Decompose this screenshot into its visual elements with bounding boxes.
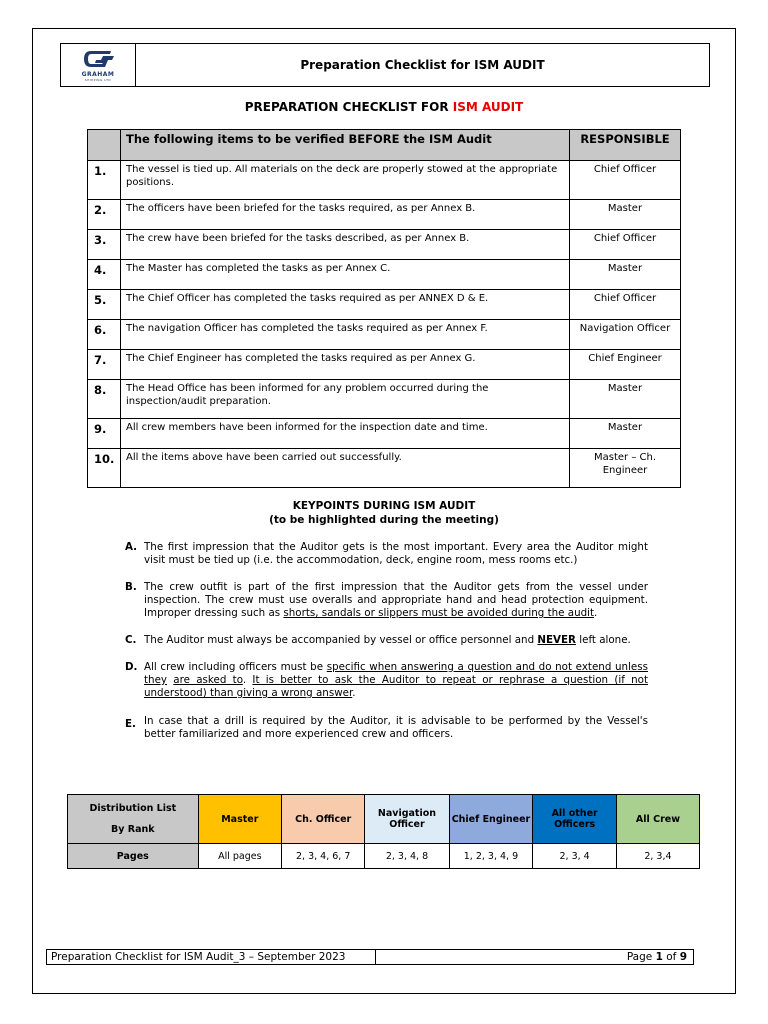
row-responsible: Chief Officer	[570, 230, 681, 260]
distribution-pages-cell: 2, 3, 4	[533, 844, 617, 869]
row-number: 2.	[88, 200, 121, 230]
distribution-label-cell	[68, 795, 199, 844]
row-responsible: Chief Officer	[570, 161, 681, 200]
keypoints-title: KEYPOINTS DURING ISM AUDIT	[292, 500, 476, 512]
row-number: 10.	[88, 449, 121, 488]
keypoint-text-part: The crew outfit is part of the first impression that the Auditor gets from the vessel under inspection. The crew must use overalls and appropriate hand and head protection equipment. Improper dressing such as	[144, 581, 648, 619]
distribution-rank-cell: All Crew	[616, 795, 699, 844]
keypoints-subtitle: (to be highlighted during the meeting)	[269, 514, 499, 526]
distribution-rank-cell: Chief Engineer	[449, 795, 533, 844]
keypoint-text	[144, 661, 648, 700]
title-prefix: PREPARATION CHECKLIST FOR	[244, 100, 453, 114]
row-item-text: The navigation Officer has completed the tasks required as per Annex F.	[121, 320, 570, 350]
keypoint-text-part: .	[242, 674, 253, 686]
keypoint-text: In case that a drill is required by the Auditor, it is advisable to be performed by the Vessel's better familiarized and more experienced crew and officers.	[144, 715, 648, 740]
keypoint-b	[125, 581, 648, 620]
page-title	[0, 100, 768, 114]
distribution-pages-cell: 2, 3, 4, 8	[365, 844, 449, 869]
row-number: 5.	[88, 290, 121, 320]
checklist-row	[88, 230, 681, 260]
keypoint-emphasis-text: NEVER	[537, 634, 576, 646]
checklist-row	[88, 290, 681, 320]
header-num-cell	[88, 130, 121, 161]
distribution-rank-cell: Ch. Officer	[282, 795, 365, 844]
row-responsible: Master	[570, 200, 681, 230]
keypoint-text-part: .	[352, 687, 356, 699]
checklist-row	[88, 200, 681, 230]
checklist-row	[88, 449, 681, 488]
keypoint-text-part: left alone.	[575, 634, 631, 646]
distribution-label: Distribution List	[89, 803, 177, 814]
page-current: 1	[655, 951, 663, 963]
row-number: 7.	[88, 350, 121, 380]
distribution-pages-cell: All pages	[198, 844, 281, 869]
keypoint-text-part: All crew including officers must be	[144, 661, 327, 673]
distribution-rank-cell: Navigation Officer	[365, 795, 449, 844]
header-items-cell: The following items to be verified BEFORE the ISM Audit	[121, 130, 570, 161]
checklist-row	[88, 419, 681, 449]
row-number: 9.	[88, 419, 121, 449]
distribution-pages-cell: 2, 3, 4, 6, 7	[282, 844, 365, 869]
page-of: of	[662, 951, 680, 963]
row-item-text: The vessel is tied up. All materials on the deck are properly stowed at the appropriate positions.	[121, 161, 570, 200]
keypoint-text: The first impression that the Auditor gets is the most important. Every area the Auditor might visit must be tied up (i.e. the accommodation, deck, engine room, mess rooms etc.)	[144, 541, 648, 566]
logo-subtext: SHIPPING LTD	[84, 78, 112, 82]
row-item-text: The Master has completed the tasks as per Annex C.	[121, 260, 570, 290]
row-responsible: Master	[570, 260, 681, 290]
keypoint-underlined-text: It is better to ask the Auditor to repeat or rephrase a question (if not understood) than giving a wrong answer	[144, 674, 649, 699]
keypoint-c	[125, 634, 648, 647]
logo-text: GRAHAM	[81, 71, 115, 78]
keypoint-text-part: .	[594, 607, 598, 619]
page-total: 9	[679, 951, 687, 963]
distribution-pages-row	[68, 844, 700, 869]
keypoints-list	[125, 541, 648, 741]
row-item-text: All crew members have been informed for the inspection date and time.	[121, 419, 570, 449]
keypoint-letter: C.	[125, 634, 137, 646]
pages-label-cell: Pages	[68, 844, 199, 869]
row-responsible: Chief Engineer	[570, 350, 681, 380]
keypoint-letter: B.	[125, 581, 137, 593]
row-item-text: The crew have been briefed for the tasks described, as per Annex B.	[121, 230, 570, 260]
distribution-rank-row	[68, 795, 700, 844]
keypoint-d	[125, 661, 648, 700]
distribution-rank-cell: Master	[198, 795, 281, 844]
row-item-text: All the items above have been carried out successfully.	[121, 449, 570, 488]
row-responsible: Master – Ch. Engineer	[570, 449, 681, 488]
distribution-label-sub: By Rank	[111, 824, 155, 835]
header-title: Preparation Checklist for ISM AUDIT	[300, 58, 545, 72]
keypoint-underlined-text: shorts, sandals or slippers must be avoided during the audit	[283, 607, 595, 619]
keypoint-e	[125, 715, 648, 741]
keypoint-letter: A.	[125, 541, 138, 553]
distribution-pages-cell: 2, 3,4	[616, 844, 699, 869]
row-item-text: The officers have been briefed for the tasks required, as per Annex B.	[121, 200, 570, 230]
footer-page-number	[376, 950, 693, 964]
keypoint-text-part: The Auditor must always be accompanied by vessel or office personnel and	[144, 634, 538, 646]
row-number: 8.	[88, 380, 121, 419]
keypoint-a	[125, 541, 648, 567]
row-number: 3.	[88, 230, 121, 260]
row-item-text: The Chief Engineer has completed the tasks required as per Annex G.	[121, 350, 570, 380]
keypoint-underlined-text: specific when answering a question and do not extend unless they	[144, 661, 648, 686]
company-logo	[61, 44, 136, 86]
document-footer	[46, 949, 694, 965]
header-responsible-cell: RESPONSIBLE	[570, 130, 681, 161]
checklist-row	[88, 320, 681, 350]
footer-document-ref: Preparation Checklist for ISM Audit_3 – September 2023	[47, 950, 376, 964]
checklist-row	[88, 380, 681, 419]
title-highlight: ISM AUDIT	[452, 100, 524, 114]
row-responsible: Master	[570, 380, 681, 419]
checklist-body	[88, 161, 681, 488]
row-number: 4.	[88, 260, 121, 290]
page-prefix: Page	[626, 951, 656, 963]
document-header	[60, 43, 710, 87]
distribution-pages-cell: 1, 2, 3, 4, 9	[449, 844, 533, 869]
checklist-row	[88, 161, 681, 200]
row-item-text: The Head Office has been informed for any problem occurred during the inspection/audit preparation.	[121, 380, 570, 419]
row-number: 6.	[88, 320, 121, 350]
distribution-rank-cell: All other Officers	[533, 795, 617, 844]
keypoint-text	[144, 634, 648, 647]
checklist-header-row	[88, 130, 681, 161]
distribution-table	[67, 794, 700, 869]
keypoints-heading	[0, 499, 768, 527]
checklist-table	[87, 129, 681, 488]
graham-logo-icon	[81, 48, 115, 70]
keypoint-underlined-text: are asked to	[173, 674, 243, 686]
row-item-text: The Chief Officer has completed the tasks required as per ANNEX D & E.	[121, 290, 570, 320]
row-number: 1.	[88, 161, 121, 200]
row-responsible: Master	[570, 419, 681, 449]
checklist-row	[88, 350, 681, 380]
row-responsible: Navigation Officer	[570, 320, 681, 350]
checklist-row	[88, 260, 681, 290]
keypoint-text	[144, 581, 648, 620]
keypoint-letter: E.	[125, 718, 136, 730]
keypoint-letter: D.	[125, 661, 138, 673]
row-responsible: Chief Officer	[570, 290, 681, 320]
